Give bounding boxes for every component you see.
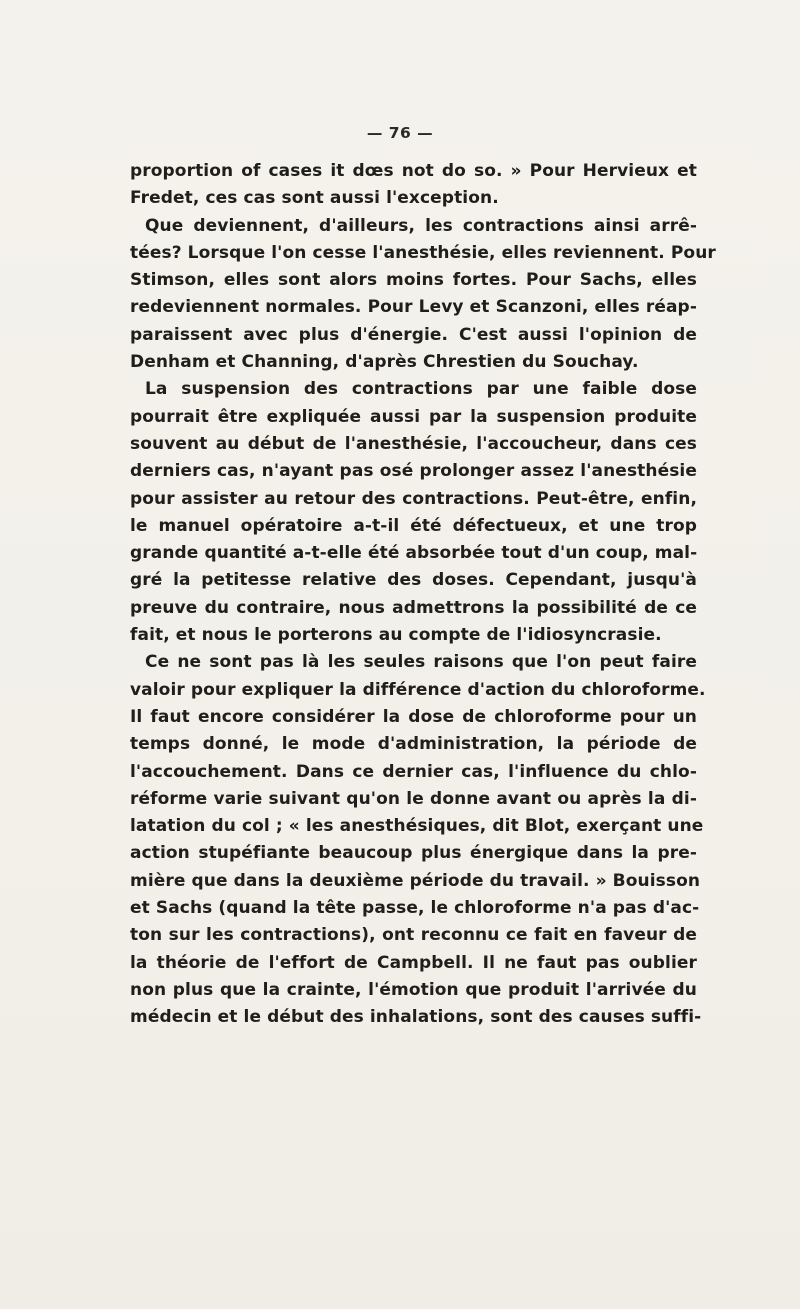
text-line: fait, et nous le porterons au compte de l'idiosyncrasie. [130,625,662,646]
text-line: gré la petitesse relative des doses. Cependant, jusqu'à [130,570,697,591]
text-line: Denham et Channing, d'après Chrestien du Souchay. [130,352,639,373]
text-line: redeviennent normales. Pour Levy et Scanzoni, elles réap- [130,297,697,318]
body-text [130,158,716,1032]
text-line: le manuel opératoire a-t-il été défectueux, et une trop [130,515,697,536]
text-line: Fredet, ces cas sont aussi l'exception. [130,188,499,209]
text-line: grande quantité a-t-elle été absorbée tout d'un coup, mal- [130,543,698,564]
text-line: La suspension des contractions par une faible dose [145,379,697,400]
text-line: l'accouchement. Dans ce dernier cas, l'influence du chlo- [130,761,697,782]
text-line: pourrait être expliquée aussi par la suspension produite [130,406,697,427]
text-line: ton sur les contractions), ont reconnu ce fait en faveur de [130,925,697,946]
text-line: Stimson, elles sont alors moins fortes. Pour Sachs, elles [130,270,697,291]
text-line: la théorie de l'effort de Campbell. Il ne faut pas oublier [130,952,697,973]
text-line: mière que dans la deuxième période du travail. » Bouisson [130,870,701,891]
text-line: souvent au début de l'anesthésie, l'accoucheur, dans ces [130,433,697,454]
text-line: derniers cas, n'ayant pas osé prolonger assez l'anesthésie [130,461,697,482]
text-line: médecin et le début des inhalations, sont des causes suffi- [130,1007,702,1028]
text-line: Ce ne sont pas là les seules raisons que l'on peut faire [145,652,697,673]
text-line: valoir pour expliquer la différence d'action du chloroforme. [130,679,706,700]
text-line: paraissent avec plus d'énergie. C'est aussi l'opinion de [130,324,697,345]
text-line: proportion of cases it dœs not do so. » Pour Hervieux et [130,161,697,181]
page-number: — 76 — [366,124,434,142]
text-line: réforme varie suivant qu'on le donne avant ou après la di- [130,788,697,809]
text-line: tées? Lorsque l'on cesse l'anesthésie, elles reviennent. Pour [130,242,716,263]
text-line: Il faut encore considérer la dose de chloroforme pour un [130,706,697,727]
text-line: Que deviennent, d'ailleurs, les contractions ainsi arrê- [145,215,697,236]
text-line: pour assister au retour des contractions. Peut-être, enfin, [130,488,697,509]
text-line: non plus que la crainte, l'émotion que produit l'arrivée du [130,979,697,1000]
text-line: temps donné, le mode d'administration, la période de [130,734,697,755]
text-line: action stupéfiante beaucoup plus énergique dans la pre- [130,843,697,864]
text-line: latation du col ; « les anesthésiques, dit Blot, exerçant une [130,816,704,837]
text-line: et Sachs (quand la tête passe, le chloroforme n'a pas d'ac- [130,898,700,919]
text-line: preuve du contraire, nous admettrons la possibilité de ce [130,597,697,618]
